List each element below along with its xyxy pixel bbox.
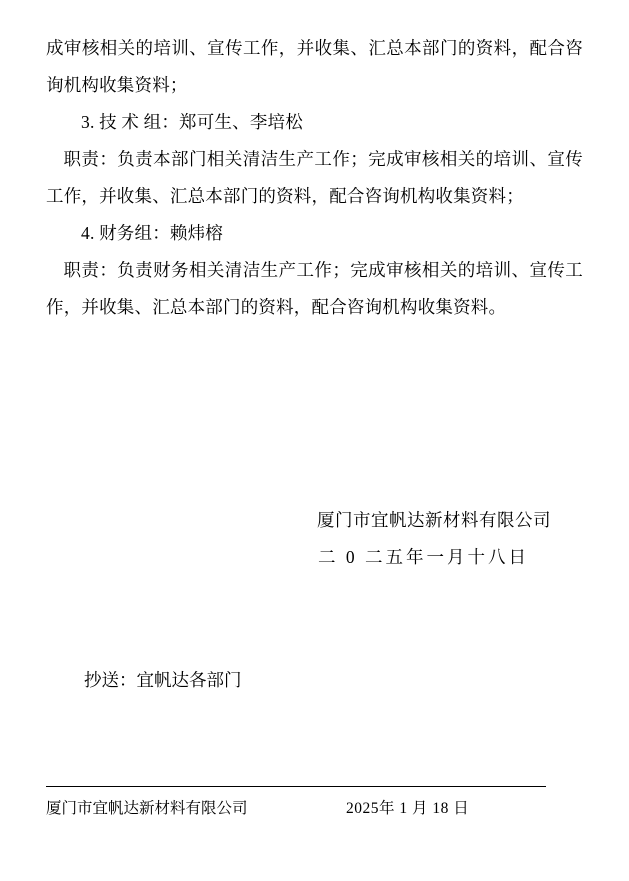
- footer-organization: 厦门市宜帆达新材料有限公司: [46, 800, 248, 817]
- paragraph-group-4-title: 4. 财务组：赖炜榕: [81, 223, 223, 243]
- signature-block: [46, 502, 583, 576]
- footer-row: [46, 795, 583, 823]
- paragraph-group-3-duty: 职责：负责本部门相关清洁生产工作；完成审核相关的培训、宣传工作，并收集、汇总本部门的资料，配合咨询机构收集资料；: [46, 149, 583, 206]
- copy-to-block: [46, 662, 583, 699]
- page-footer: [46, 786, 583, 823]
- footer-divider: [46, 786, 546, 787]
- signature-organization: 厦门市宜帆达新材料有限公司: [317, 510, 551, 530]
- document-body: [46, 30, 583, 326]
- copy-to-text: 抄送：宜帆达各部门: [84, 670, 242, 690]
- paragraph-group-4-duty: 职责：负责财务相关清洁生产工作；完成审核相关的培训、宣传工作，并收集、汇总本部门的资料，配合咨询机构收集资料。: [46, 260, 583, 317]
- paragraph-continuation: 成审核相关的培训、宣传工作，并收集、汇总本部门的资料，配合咨询机构收集资料；: [46, 38, 583, 95]
- footer-date: 2025年 1 月 18 日: [346, 800, 470, 817]
- paragraph-group-3-title: 3. 技 术 组：郑可生、李培松: [81, 112, 303, 132]
- signature-date: 二 0 二五年一月十八日: [318, 547, 529, 567]
